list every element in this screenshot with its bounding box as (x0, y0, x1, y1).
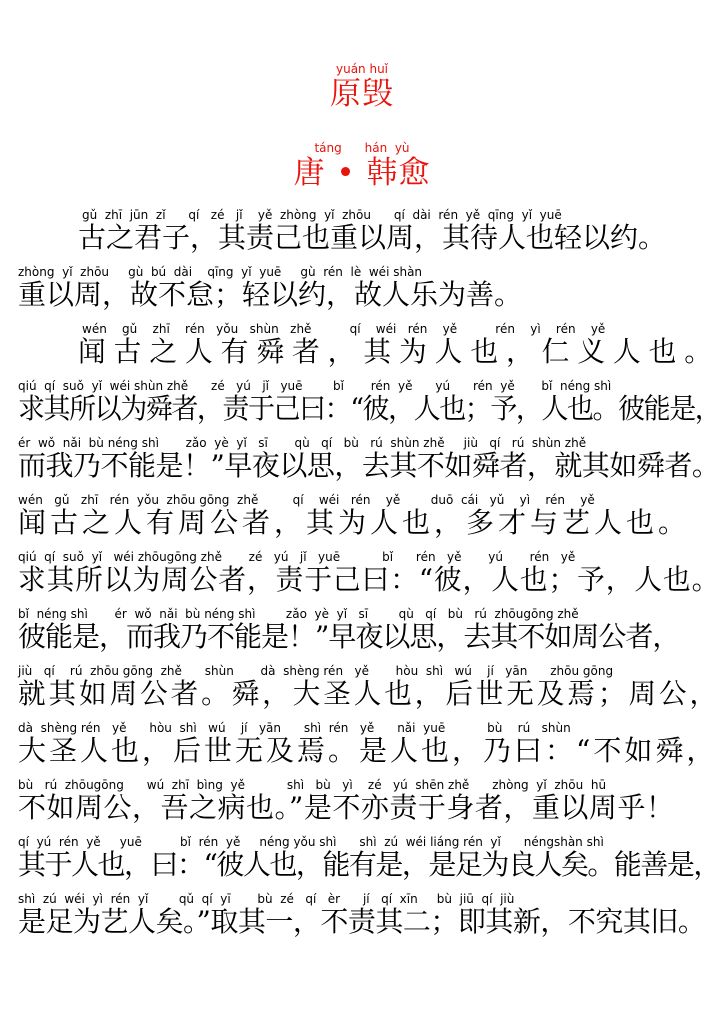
text-line (0, 265, 724, 323)
text-line (0, 664, 724, 722)
text-line (0, 208, 724, 266)
text-line (0, 892, 724, 950)
line-text: 重以周，故不怠；轻以约，故人乐为善。 (18, 278, 523, 311)
line-text: 而我乃不能是！”早夜以思，去其不如舜者，就其如舜者。 (18, 449, 720, 482)
line-text: 闻古之人有舜者，其为人也，仁义人也。 (78, 335, 720, 368)
text-line (0, 778, 724, 836)
line-pinyin: bǐ néng shì ér wǒ nǎi bù néng shì zǎo yè yǐ sī qù qí bù rú zhōugōng zhě (18, 607, 579, 621)
text-line (0, 493, 724, 551)
line-text: 不如周公，吾之病也。”是不亦责于身者，重以周乎！ (18, 791, 675, 824)
line-pinyin: qí yú rén yě yuē bǐ rén yě néng yǒu shì shì zú wéi liáng rén yǐ néngshàn shì (18, 835, 604, 849)
line-pinyin: wén gǔ zhī rén yǒu zhōu gōng zhě qí wéi rén yě duō cái yǔ yì rén yě (18, 493, 595, 507)
text-line (0, 550, 724, 608)
line-pinyin: shì zú wéi yì rén yǐ qǔ qí yī bù zé qí èr jí qí xīn bù jiū qí jiù (18, 892, 515, 906)
line-text: 大圣人也，后世无及焉。是人也，乃曰：“不如舜， (18, 734, 718, 767)
line-pinyin: qiú qí suǒ yǐ wéi zhōugōng zhě zé yú jǐ yuē bǐ rén yě yú rén yě (18, 550, 576, 564)
text-line (0, 322, 724, 380)
author-name: 唐 • 韩愈 (293, 155, 431, 191)
line-pinyin: bù rú zhōugōng wú zhī bìng yě shì bù yì zé yú shēn zhě zhòng yǐ zhōu hū (18, 778, 607, 792)
line-pinyin: jiù qí rú zhōu gōng zhě shùn dà shèng rén yě hòu shì wú jí yān zhōu gōng (18, 664, 614, 678)
text-line (0, 607, 724, 665)
text-line (0, 436, 724, 494)
line-pinyin: zhòng yǐ zhōu gù bú dài qīng yǐ yuē gù rén lè wéi shàn (18, 265, 423, 279)
line-pinyin: qiú qí suǒ yǐ wéi shùn zhě zé yú jǐ yuē bǐ rén yě yú rén yě bǐ néng shì (18, 379, 612, 393)
line-text: 其于人也，曰：“彼人也，能有是，是足为良人矣。能善是， (18, 848, 720, 881)
line-text: 就其如周公者。舜，大圣人也，后世无及焉；周公， (18, 677, 721, 710)
line-pinyin: gǔ zhī jūn zǐ qí zé jǐ yě zhòng yǐ zhōu qí dài rén yě qīng yǐ yuē (82, 208, 562, 222)
title-pinyin: yuán huǐ (335, 62, 389, 76)
text-line (0, 721, 724, 779)
line-pinyin: dà shèng rén yě hòu shì wú jí yān shì rén yě nǎi yuē bù rú shùn (18, 721, 571, 735)
text-line (0, 835, 724, 893)
line-text: 求其所以为舜者，责于己曰：“彼，人也；予，人也。彼能是， (18, 392, 721, 425)
line-text: 古之君子，其责己也重以周，其待人也轻以约。 (78, 221, 667, 254)
line-pinyin: ér wǒ nǎi bù néng shì zǎo yè yǐ sī qù qí bù rú shùn zhě jiù qí rú shùn zhě (18, 436, 587, 450)
title-block (0, 62, 724, 112)
line-text: 彼能是，而我乃不能是！”早夜以思，去其不如周公者， (18, 620, 680, 653)
page-title: 原毁 (330, 76, 394, 112)
line-text: 是足为艺人矣。”取其一，不责其二；即其新，不究其旧。 (18, 905, 706, 938)
author-block (0, 141, 724, 191)
author-pinyin: táng hán yù (314, 141, 410, 155)
line-pinyin: wén gǔ zhī rén yǒu shùn zhě qí wéi rén yě rén yì rén yě (82, 322, 606, 336)
line-text: 闻古之人有周公者，其为人也，多才与艺人也。 (18, 506, 691, 539)
line-text: 求其所以为周公者，责于己曰：“彼，人也；予，人也。 (18, 563, 721, 596)
text-line (0, 379, 724, 437)
